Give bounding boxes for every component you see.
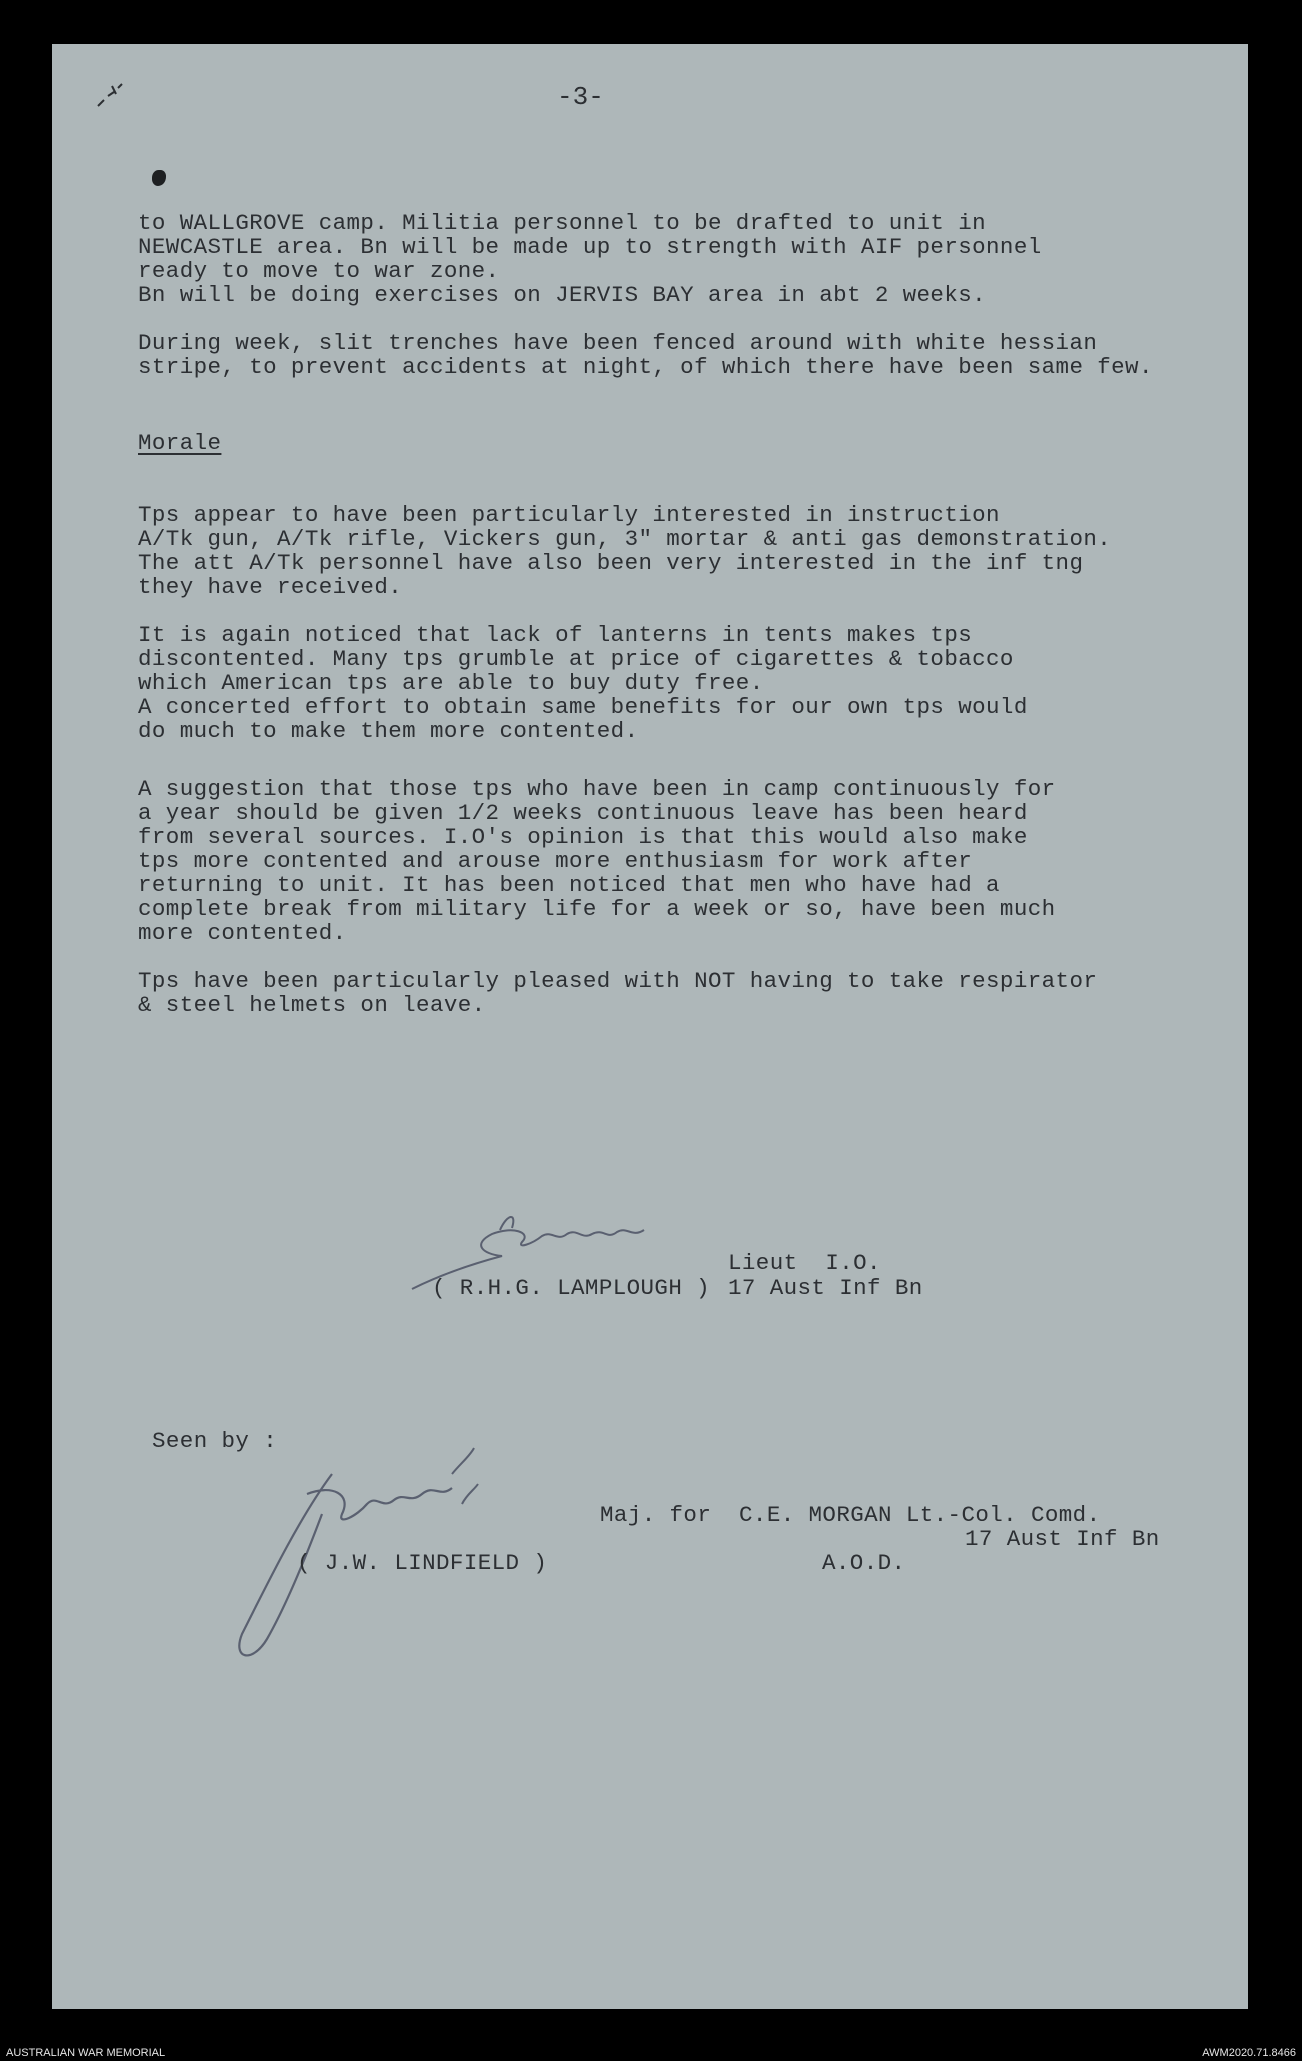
paper-mark bbox=[92, 74, 132, 114]
text-line: Bn will be doing exercises on JERVIS BAY area in abt 2 weeks. bbox=[138, 282, 987, 308]
text-line: The att A/Tk personnel have also been very interested in the inf tng bbox=[138, 550, 1084, 576]
text-line: NEWCASTLE area. Bn will be made up to strength with AIF personnel bbox=[138, 234, 1042, 260]
text-line: returning to unit. It has been noticed that men who have had a bbox=[138, 872, 1000, 898]
ink-blot bbox=[152, 170, 166, 186]
text-line: to WALLGROVE camp. Militia personnel to be drafted to unit in bbox=[138, 210, 987, 236]
text-line: Tps appear to have been particularly interested in instruction bbox=[138, 502, 1000, 528]
text-line: more contented. bbox=[138, 920, 347, 946]
footer-institution: AUSTRALIAN WAR MEMORIAL bbox=[6, 2047, 166, 2059]
text-line: A concerted effort to obtain same benefits for our own tps would bbox=[138, 694, 1028, 720]
text-line: ready to move to war zone. bbox=[138, 258, 500, 284]
document-page bbox=[52, 44, 1248, 2009]
text-line: they have received. bbox=[138, 574, 403, 600]
signatory-name-1: ( R.H.G. LAMPLOUGH ) bbox=[432, 1275, 711, 1301]
text-line: from several sources. I.O's opinion is that this would also make bbox=[138, 824, 1028, 850]
text-line: tps more contented and arouse more enthusiasm for work after bbox=[138, 848, 973, 874]
text-line: stripe, to prevent accidents at night, of which there have been same few. bbox=[138, 354, 1153, 380]
text-line: discontented. Many tps grumble at price of cigarettes & tobacco bbox=[138, 646, 1014, 672]
text-line: do much to make them more contented. bbox=[138, 718, 639, 744]
signatory-unit-2: 17 Aust Inf Bn bbox=[965, 1526, 1160, 1552]
text-line: During week, slit trenches have been fenced around with white hessian bbox=[138, 330, 1098, 356]
footer-accession-number: AWM2020.71.8466 bbox=[1202, 2047, 1296, 2059]
seen-by-label: Seen by : bbox=[152, 1428, 278, 1454]
text-line: Tps have been particularly pleased with NOT having to take respirator bbox=[138, 968, 1098, 994]
signatory-suffix-2: A.O.D. bbox=[822, 1550, 906, 1576]
text-line: complete break from military life for a week or so, have been much bbox=[138, 896, 1056, 922]
signatory-rank-1: Lieut I.O. bbox=[728, 1250, 881, 1276]
page-number: -3- bbox=[557, 82, 604, 112]
signatory-unit-1: 17 Aust Inf Bn bbox=[728, 1275, 923, 1301]
signatory-name-2: ( J.W. LINDFIELD ) bbox=[297, 1550, 548, 1576]
signatory-title-2: Maj. for C.E. MORGAN Lt.-Col. Comd. bbox=[600, 1502, 1101, 1528]
text-line: A suggestion that those tps who have been in camp continuously for bbox=[138, 776, 1056, 802]
text-line: & steel helmets on leave. bbox=[138, 992, 486, 1018]
text-line: a year should be given 1/2 weeks continuous leave has been heard bbox=[138, 800, 1028, 826]
section-heading: Morale bbox=[138, 430, 222, 456]
text-line: A/Tk gun, A/Tk rifle, Vickers gun, 3" mortar & anti gas demonstration. bbox=[138, 526, 1112, 552]
text-line: which American tps are able to buy duty free. bbox=[138, 670, 764, 696]
text-line: It is again noticed that lack of lanterns in tents makes tps bbox=[138, 622, 973, 648]
scribble-mark bbox=[92, 74, 132, 114]
